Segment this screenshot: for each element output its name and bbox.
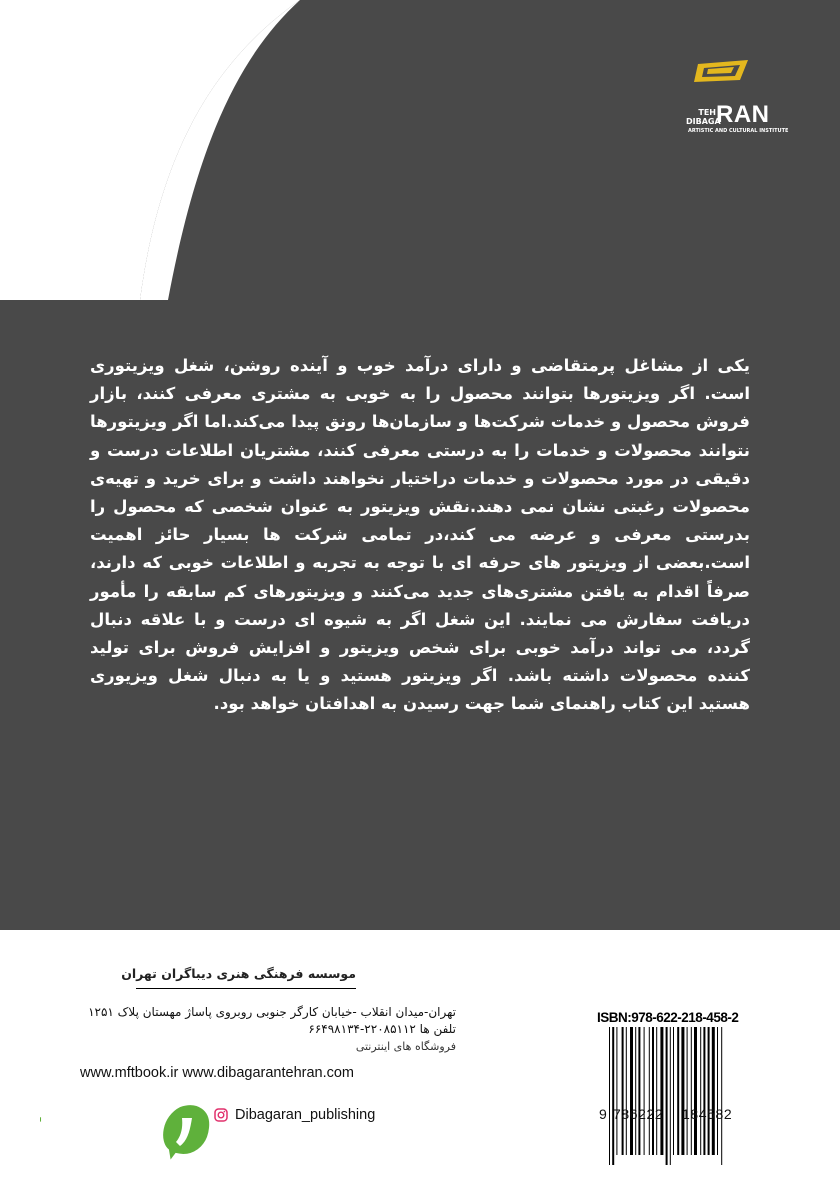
svg-text:کتابراه [40,1112,41,1152]
publisher-address-block [16,1004,456,1055]
logo-small-bottom: DIBAGA [686,117,721,126]
barcode-digits-right: 184582 [682,1106,733,1122]
logo-big-text: RAN [716,101,770,128]
bottom-info-area [0,930,840,1200]
instagram-text: Dibagaran_publishing [235,1107,376,1123]
publisher-name: موسسه فرهنگی هنری دیباگران تهران [121,966,356,981]
publisher-phone: تلفن ها ۲۲۰۸۵۱۱۲-۶۶۴۹۸۱۳۴ [308,1022,456,1036]
barcode-digits-left: 786222 [613,1106,664,1122]
logo-small-top: TEH [698,108,716,117]
publisher-websites[interactable]: www.mftbook.ir www.dibagarantehran.com [80,1065,355,1081]
back-cover-blurb: یکی از مشاغل پرمتقاضی و دارای درآمد خوب و آینده روشن، شغل ویزیتوری است. اگر ویزیتورها بتوانند محصول را به خوبی به مشتری معرفی کنند، بازار فروش محصول و خدمات شرکت‌ها و سازمان‌ها رونق پیدا می‌کند.اما اگر ویزیتورها نتوانند محصولات و خدمات را به درستی معرفی کنند، مشتریان اطلاعات درست و دقیقی در مورد محصولات و خدمات دراختیار نخواهند داشت و برای خرید و تهیه‌ی محصولات رغبتی نشان نمی دهند.نقش ویزیتور به عنوان شخصی که محصول را بدرستی معرفی و عرضه می کند،در تمامی شرکت ها بسیار حائز اهمیت است.بعضی از ویزیتور های حرفه ای با توجه به تجربه و اطلاعات خوبی که دارند، صرفاً اقدام به یافتن مشتری‌های جدید می‌کنند و ویزیتورهای کم سابقه را مأمور دریافت سفارش می نمایند. این شغل اگر به شیوه ای درست و با علاقه دنبال گردد، می تواند درآمد خوبی برای شخص ویزیتور و افزایش فروش برای تولید کننده محصولات داشته باشد. اگر ویزیتور هستید و یا به دنبال شغل ویزیوری هستید این کتاب راهنمای شما جهت رسیدن به اهدافتان خواهد بود. [90,356,750,714]
publisher-logo [676,50,789,134]
isbn-label: ISBN:978-622-218-458-2 [597,1010,739,1025]
ketabrah-watermark [40,1096,220,1170]
barcode-digits [597,930,753,1200]
book-logo-icon [690,50,758,90]
publisher-address: تهران-میدان انقلاب -خیابان کارگر جنوبی روبروی پاساژ مهستان پلاک ۱۲۵۱ [88,1005,456,1019]
barcode-digit-first: 9 [599,1106,607,1122]
logo-subtitle: ARTISTIC AND CULTURAL INSTITUTE [688,128,789,134]
online-shops-label: فروشگاه های اینترنتی [355,1040,456,1053]
logo-small-text [686,108,721,126]
instagram-handle[interactable] [214,1106,375,1124]
divider-line [136,988,356,989]
